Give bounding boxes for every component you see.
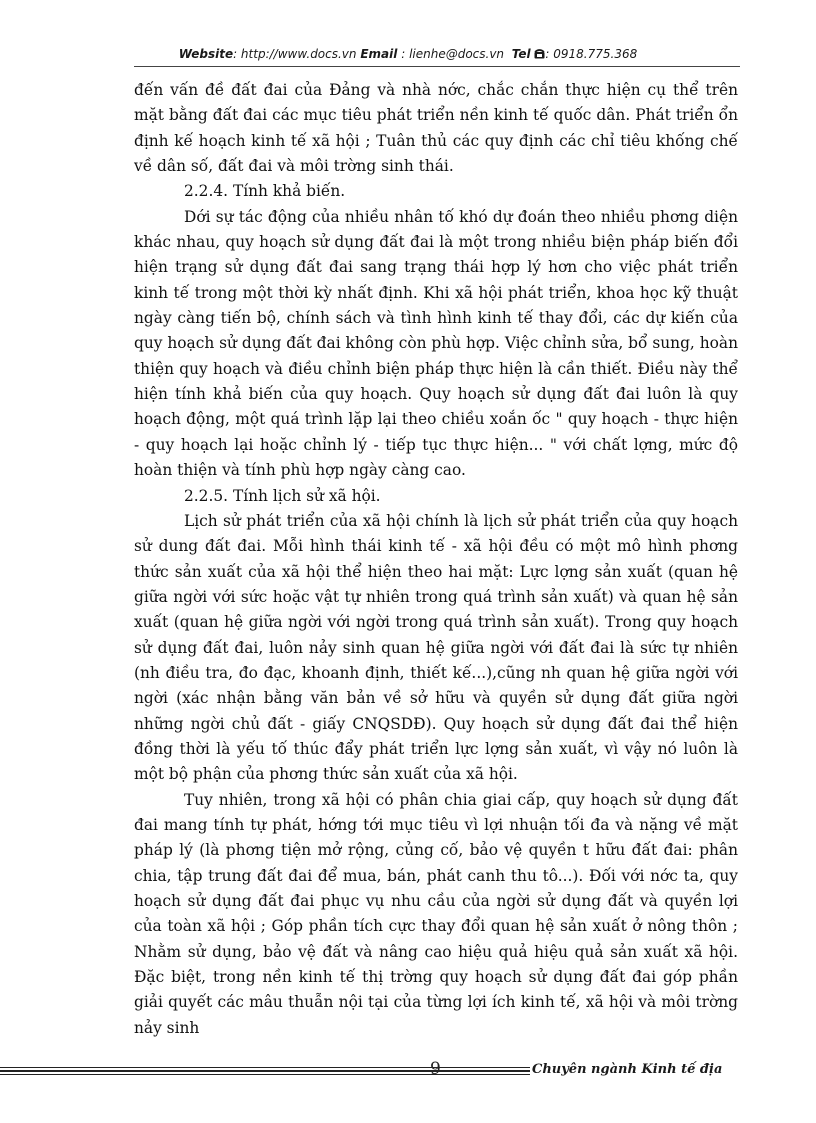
- email-label: Email: [360, 47, 398, 61]
- paragraph: Dới sự tác động của nhiều nhân tố khó dự đoán theo nhiều phơng diện khác nhau, quy hoạch sử dụng đất đai là một trong nhiều biện pháp biến đổi hiện trạng sử dụng đất đai sang trạng thái hợp lý hơn cho việc phát triển kinh tế trong một thời kỳ nhất định. Khi xã hội phát triển, khoa học kỹ thuật ngày càng tiến bộ, chính sách và tình hình kinh tế thay đổi, các dự kiến của quy hoạch sử dụng đất đai không còn phù hợp. Việc chỉnh sửa, bổ sung, hoàn thiện quy hoạch và điều chỉnh biện pháp thực hiện là cần thiết. Điều này thể hiện tính khả biến của quy hoạch. Quy hoạch sử dụng đất đai luôn là quy hoạch động, một quá trình lặp lại theo chiều xoắn ốc " quy hoạch - thực hiện - quy hoạch lại hoặc chỉnh lý - tiếp tục thực hiện... " với chất lợng, mức độ hoàn thiện và tính phù hợp ngày càng cao.: [134, 207, 738, 480]
- footer-title: Chuyên ngành Kinh tế địa: [532, 1062, 723, 1077]
- section-heading: 2.2.5. Tính lịch sử xã hội.: [184, 486, 381, 505]
- paragraph: Lịch sử phát triển của xã hội chính là lịch sử phát triển của quy hoạch sử dung đất đai. Mỗi hình thái kinh tế - xã hội đều có một mô hình phơng thức sản xuất của xã hội thể hiện theo hai mặt: Lực lợng sản xuất (quan hệ giữa ngời với sức hoặc vật tự nhiên trong quá trình sản xuất) và quan hệ sản xuất (quan hệ giữa ngời với ngời trong quá trình sản xuất). Trong quy hoạch sử dụng đất đai, luôn nảy sinh quan hệ giữa ngời với đất đai là sức tự nhiên (nh điều tra, đo đạc, khoanh định, thiết kế...),cũng nh quan hệ giữa ngời với ngời (xác nhận bằng văn bản về sở hữu và quyền sử dụng đất giữa ngời những ngời chủ đất - giấy CNQSDĐ). Quy hoạch sử dụng đất đai thể hiện đồng thời là yếu tố thúc đẩy phát triển lực lợng sản xuất, vì vậy nó luôn là một bộ phận của phơng thức sản xuất của xã hội.: [134, 511, 738, 784]
- section-heading: 2.2.4. Tính khả biến.: [184, 182, 346, 201]
- body-text: [134, 78, 738, 1041]
- email-value: : lienhe@docs.vn: [397, 47, 505, 61]
- website-label: Website: [178, 47, 234, 61]
- header-divider: [134, 66, 740, 67]
- paragraph: đến vấn đề đất đai của Đảng và nhà nớc, chắc chắn thực hiện cụ thể trên mặt bằng đất đai các mục tiêu phát triển nền kinh tế quốc dân. Phát triển ổn định kế hoạch kinh tế xã hội ; Tuân thủ các quy định các chỉ tiêu khống chế về dân số, đất đai và môi trờng sinh thái.: [134, 81, 738, 176]
- page-number: 9: [430, 1059, 441, 1079]
- tel-label: Tel: [511, 47, 531, 61]
- paragraph: Tuy nhiên, trong xã hội có phân chia giai cấp, quy hoạch sử dụng đất đai mang tính tự phát, hớng tới mục tiêu vì lợi nhuận tối đa và nặng về mặt pháp lý (là phơng tiện mở rộng, củng cố, bảo vệ quyền t hữu đất đai: phân chia, tập trung đất đai để mua, bán, phát canh thu tô...). Đối với nớc ta, quy hoạch sử dụng đất đai phục vụ nhu cầu của ngời sử dụng đất và quyền lợi của toàn xã hội ; Góp phần tích cực thay đổi quan hệ sản xuất ở nông thôn ; Nhằm sử dụng, bảo vệ đất và nâng cao hiệu quả hiệu quả sản xuất xã hội. Đặc biệt, trong nền kinh tế thị trờng quy hoạch sử dụng đất đai góp phần giải quyết các mâu thuẫn nội tại của từng lợi ích kinh tế, xã hội và môi trờng nảy sinh: [134, 790, 738, 1037]
- page-header: [0, 46, 816, 62]
- phone-icon: [534, 47, 545, 61]
- website-value: : http://www.docs.vn: [233, 47, 357, 61]
- tel-value: : 0918.775.368: [545, 47, 638, 61]
